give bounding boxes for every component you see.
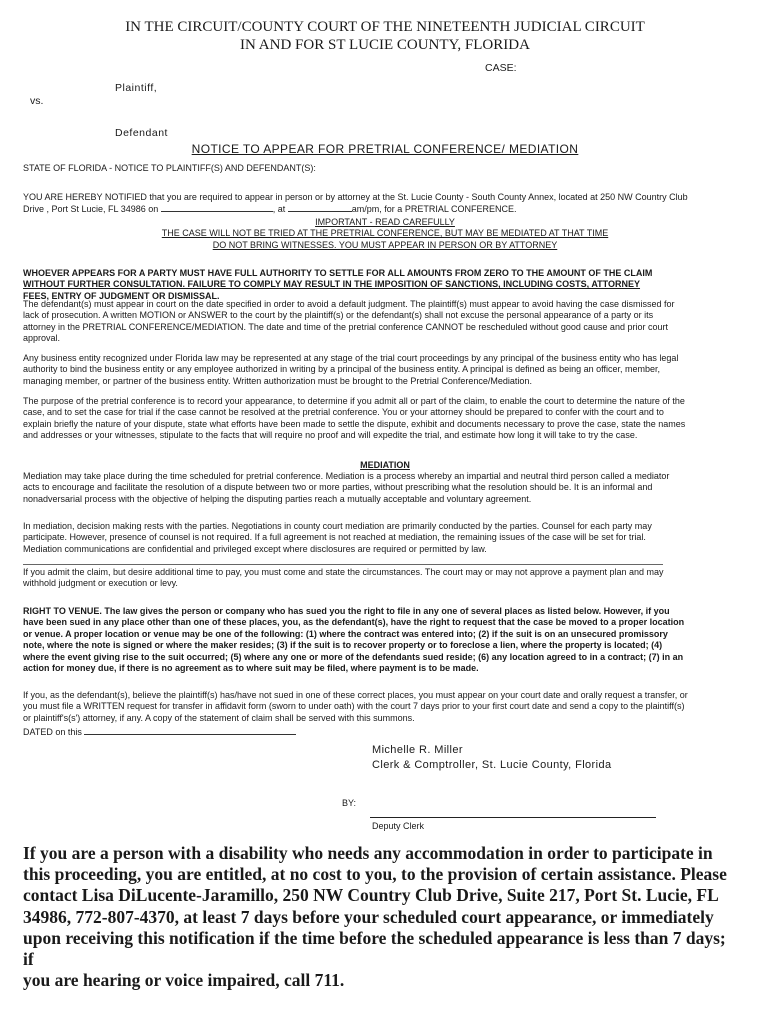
appearance-time-field[interactable]	[288, 203, 352, 212]
important-line3: DO NOT BRING WITNESSES. YOU MUST APPEAR IN PERSON OR BY ATTORNEY	[212, 239, 558, 250]
state-line: STATE OF FLORIDA - NOTICE TO PLAINTIFF(S) AND DEFENDANT(S):	[23, 163, 316, 173]
clerk-title: Clerk & Comptroller, St. Lucie County, Florida	[372, 759, 612, 771]
text-line: acts to encourage and facilitate the resolution of a dispute between two or more parties, without prescribing what the resolution should be. It is an informal and	[23, 482, 653, 493]
text-line: approval.	[23, 333, 61, 344]
text-line: and addresses or your witnesses, stipulate to the facts that will require no proof and will expedite the trial, and estimate how long it will take to try the case.	[23, 430, 638, 441]
ada-line: 34986, 772-807-4370, at least 7 days before your scheduled court appearance, or immediately	[23, 906, 714, 927]
text-line: where the event giving rise to the suit occurred; (5) where any one or more of the defendants sued reside; (6) any location agreed to in a contract; (7) in an	[23, 651, 684, 662]
signature-block	[372, 743, 612, 773]
text-line: participate. However, presence of counsel is not required. If a full agreement is not reached at mediation, the remaining issues of the case will be set for trial.	[23, 532, 646, 543]
notified-line2-mid: , at	[272, 204, 286, 215]
ada-line: you are hearing or voice impaired, call 711.	[23, 970, 345, 991]
transfer-paragraph	[23, 690, 735, 724]
notified-paragraph	[23, 192, 735, 216]
text-line: authority to bind the business entity or any employee authorized in writing by a principal of the business entity. A principal is defined as being an officer, member,	[23, 364, 661, 375]
authority-line2: WITHOUT FURTHER CONSULTATION. FAILURE TO COMPLY MAY RESULT IN THE IMPOSITION OF SANCTIONS, INCLUDING COSTS, ATTORNEY	[23, 279, 641, 290]
ada-line: upon receiving this notification if the time before the scheduled appearance is less than 7 days; if	[23, 927, 726, 970]
text-line: have been sued in any place other than one of these places, you, as the defendant(s), have the right to request that the case be moved to a proper location	[23, 617, 685, 628]
text-line: The purpose of the pretrial conference is to record your appearance, to determine if you admit all or part of the claim, to enable the court to determine the nature of the	[23, 396, 685, 406]
notified-line2-start: Drive , Port St Lucie, FL 34986 on	[23, 204, 159, 215]
admit-claim-paragraph	[23, 567, 735, 590]
notice-title: NOTICE TO APPEAR FOR PRETRIAL CONFERENCE/ MEDIATION	[191, 142, 579, 156]
ada-line: If you are a person with a disability who needs any accommodation in order to participate in	[23, 843, 713, 863]
court-header-line2: IN AND FOR ST LUCIE COUNTY, FLORIDA	[240, 37, 530, 53]
text-line: RIGHT TO VENUE. The law gives the person or company who has sued you the right to file in any one of several places as listed below. However, if you	[23, 606, 670, 616]
text-line: you must file a WRITTEN request for transfer in affidavit form (sworn to under oath) with the court 7 days prior to your first court date and send a copy to the plaintiff(s)	[23, 701, 685, 712]
text-line: The defendant(s) must appear in court on the date specified in order to avoid a default judgment. The plaintiff(s) must appear to avoid having the case dismissed for	[23, 299, 675, 309]
notified-line2-end: am/pm, for a PRETRIAL CONFERENCE.	[351, 204, 517, 215]
ada-notice	[23, 843, 733, 991]
text-line: case, and to set the case for trial if the case cannot be resolved at the pretrial conference. You or your attorney should be prepared to confer with the court and to	[23, 407, 664, 418]
text-line: Mediation communications are confidential and privileged except where disclosures are required or permitted by law.	[23, 543, 487, 554]
court-header-line1: IN THE CIRCUIT/COUNTY COURT OF THE NINETEENTH JUDICIAL CIRCUIT	[125, 19, 645, 35]
authority-block	[23, 268, 735, 302]
authority-line3: FEES, ENTRY OF JUDGMENT OR DISMISSAL.	[23, 290, 220, 301]
decision-making-paragraph	[23, 521, 735, 555]
notified-line1: YOU ARE HEREBY NOTIFIED that you are required to appear in person or by attorney at the St. Lucie County - South County Annex, located at 250 NW Country Club	[23, 192, 688, 202]
plaintiff-label: Plaintiff,	[115, 82, 158, 94]
mediation-paragraph	[23, 471, 735, 505]
text-line: attorney in the PRETRIAL CONFERENCE/MEDIATION. The date and time of the pretrial conference CANNOT be rescheduled without good cause and prior court	[23, 321, 668, 332]
important-line2: THE CASE WILL NOT BE TRIED AT THE PRETRIAL CONFERENCE, BUT MAY BE MEDIATED AT THAT TIME	[161, 228, 609, 239]
authority-line1: WHOEVER APPEARS FOR A PARTY MUST HAVE FULL AUTHORITY TO SETTLE FOR ALL AMOUNTS FROM ZERO TO THE AMOUNT OF THE CLAIM	[23, 268, 653, 278]
ada-line: this proceeding, you are entitled, at no cost to you, to the provision of certain assistance. Please	[23, 864, 727, 885]
purpose-paragraph	[23, 396, 735, 442]
text-line: or plaintiff's(s') attorney, if any. A copy of the statement of claim shall be served with this summons.	[23, 712, 415, 723]
business-entity-paragraph	[23, 353, 735, 387]
text-line: note, where the note is signed or where the maker resides; (3) if the suit is to recover property or to foreclose a lien, where the property is located; (4)	[23, 640, 663, 651]
notified-line2	[23, 203, 735, 215]
venue-paragraph	[23, 606, 735, 674]
text-line: Any business entity recognized under Florida law may be represented at any stage of the trial court proceedings by any principal of the business entity who has legal	[23, 353, 679, 363]
text-line: managing member, or partner of the business entity. Written authorization must be brought to the Pretrial Conference/Mediation.	[23, 375, 532, 386]
deputy-signature-line[interactable]	[370, 817, 656, 818]
by-label: BY:	[342, 798, 357, 808]
text-line: explain briefly the nature of your dispute, state what efforts have been made to settle the dispute, exhibit and documents necessary to prove the case, state the names	[23, 418, 686, 429]
defendant-label: Defendant	[115, 127, 168, 139]
case-label: CASE:	[485, 62, 517, 74]
mediation-heading: MEDIATION	[360, 460, 410, 470]
text-line: If you admit the claim, but desire additional time to pay, you must come and state the circumstances. The court may or may not approve a payment plan and may	[23, 567, 664, 577]
vs-label: vs.	[30, 95, 44, 107]
ada-line: contact Lisa DiLucente-Jaramillo, 250 NW Country Club Drive, Suite 217, Port St. Lucie, FL	[23, 885, 719, 906]
text-line: action for money due, if there is no agreement as to where suit may be filed, where payment is to be made.	[23, 663, 479, 674]
text-line: withhold judgment or execution or levy.	[23, 578, 178, 589]
text-line: If you, as the defendant(s), believe the plaintiff(s) has/have not sued in one of these correct places, you must appear on your court date and orally request a transfer, or	[23, 690, 688, 700]
deputy-clerk-label: Deputy Clerk	[372, 821, 425, 831]
text-line: Mediation may take place during the time scheduled for pretrial conference. Mediation is a process whereby an impartial and neutral third person called a mediator	[23, 471, 670, 481]
dated-label: DATED on this	[23, 727, 82, 737]
dated-field[interactable]	[84, 726, 296, 735]
text-line: or venue. A proper location or venue may be one of the following: (1) where the contract was entered into; (2) if the suit is on an unsecured promissory	[23, 628, 668, 639]
default-judgment-paragraph	[23, 299, 735, 345]
dated-line	[23, 726, 296, 738]
clerk-name: Michelle R. Miller	[372, 744, 463, 756]
text-line: lack of prosecution. A written MOTION or ANSWER to the court by the plaintiff(s) or the defendant(s) shall not excuse the personal appearance of a party or its	[23, 310, 654, 321]
appearance-date-field[interactable]	[161, 203, 273, 212]
text-line: In mediation, decision making rests with the parties. Negotiations in county court mediation are primarily conducted by the parties. Counsel for each party may	[23, 521, 652, 531]
important-heading: IMPORTANT - READ CAREFULLY	[315, 217, 455, 227]
text-line: nonadversarial process with the objective of helping the disputing parties reach a mutually acceptable and voluntary agreement.	[23, 493, 532, 504]
divider	[23, 564, 663, 565]
important-block	[0, 217, 770, 251]
